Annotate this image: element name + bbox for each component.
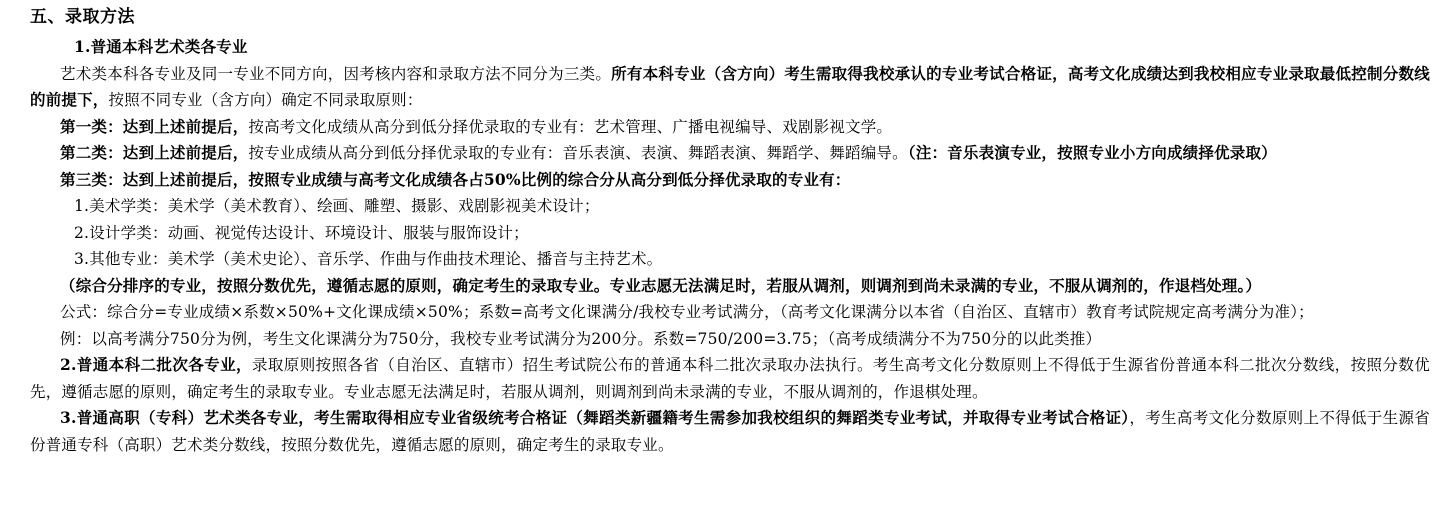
paragraph-p6 [30, 220, 1430, 247]
paragraph-p10 [30, 326, 1430, 353]
paragraph-p4 [30, 167, 1430, 194]
text-run: 1.美术学类：美术学（美术教育）、绘画、雕塑、摄影、戏剧影视美术设计； [74, 197, 600, 215]
text-run: 例：以高考满分750分为例，考生文化课满分为750分，我校专业考试满分为200分。系数=750/200=3.75；（高考成绩满分不为750分的以此类推） [60, 329, 1102, 348]
text-run: （综合分排序的专业，按照分数优先，遵循志愿的原则，确定考生的录取专业。专业志愿无法满足时，若服从调剂，则调剂到尚未录满的专业，不服从调剂的，作退档处理。） [60, 275, 1262, 295]
text-run: （注：音乐表演专业，按照专业小方向成绩择优录取） [907, 143, 1277, 162]
text-run: 按照不同专业（含方向）确定不同录取原则： [108, 91, 423, 109]
paragraph-p1 [30, 61, 1430, 114]
text-run: 艺术类本科各专业及同一专业不同方向，因考核内容和录取方法不同分为三类。 [60, 64, 612, 83]
text-run: 录取原则按照各省（自治区、直辖市）招生考试院公布的普通本科二批次录取办法执行。考生高考文化分数原则上不得低于生源省份普通本科二批次分数线，按照分数优先，遵循志愿的原则，确定考生的录取专业。专业志愿无法满足时，若服从调剂，则调剂到尚未录满的专业，不服从调剂的，作退棋处理。 [30, 356, 1430, 401]
paragraph-h1 [30, 34, 1430, 61]
text-run: 按专业成绩从高分到低分择优录取的专业有：音乐表演、表演、舞蹈表演、舞蹈学、舞蹈编导。 [248, 144, 908, 162]
paragraph-p2 [30, 114, 1430, 141]
text-run: 第一类：达到上述前提后， [60, 116, 249, 136]
text-run: 2.设计学类：动画、视觉传达设计、环境设计、服装与服饰设计； [74, 223, 529, 242]
paragraph-p12 [30, 405, 1430, 458]
text-run: 第三类：达到上述前提后，按照专业成绩与高考文化成绩各占50%比例的综合分从高分到低分择优录取的专业有： [60, 169, 851, 189]
text-run: 2.普通本科二批次各专业， [60, 355, 252, 374]
text-run: 公式：综合分=专业成绩×系数×50%+文化课成绩×50%；系数=高考文化课满分/我校专业考试满分，（高考文化课满分以本省（自治区、直辖市）教育考试院规定高考满分为准）； [60, 303, 1314, 321]
text-run: 1.普通本科艺术类各专业 [74, 37, 248, 56]
text-run: 所有本科专业（含方向）考生需取得我校承认的专业考试合格证，高考文化成绩达到我校相应专业录取最低控制分数线的前提下， [30, 63, 1430, 109]
text-run: 3.其他专业：美术学（美术史论）、音乐学、作曲与作曲技术理论、播音与主持艺术。 [74, 250, 663, 268]
text-run: 按高考文化成绩从高分到低分择优录取的专业有：艺术管理、广播电视编导、戏剧影视文学。 [248, 117, 893, 136]
paragraph-p3 [30, 140, 1430, 167]
paragraph-p11 [30, 352, 1430, 405]
paragraph-p7 [30, 246, 1430, 273]
paragraph-list [30, 34, 1430, 458]
text-run: 第二类：达到上述前提后， [60, 143, 249, 162]
paragraph-p5 [30, 193, 1430, 220]
text-run: 3.普通高职（专科）艺术类各专业，考生需取得相应专业省级统考合格证（舞蹈类新疆籍考生需参加我校组织的舞蹈类专业考试，并取得专业考试合格证） [60, 408, 1130, 427]
text-run: ，考生高考文化分数原则上不得低于生源省份普通专科（高职）艺术类分数线，按照分数优先，遵循志愿的原则，确定考生的录取专业。 [30, 409, 1430, 454]
paragraph-p9 [30, 299, 1430, 326]
paragraph-p8 [30, 273, 1430, 300]
section-title: 五、录取方法 [30, 7, 135, 27]
